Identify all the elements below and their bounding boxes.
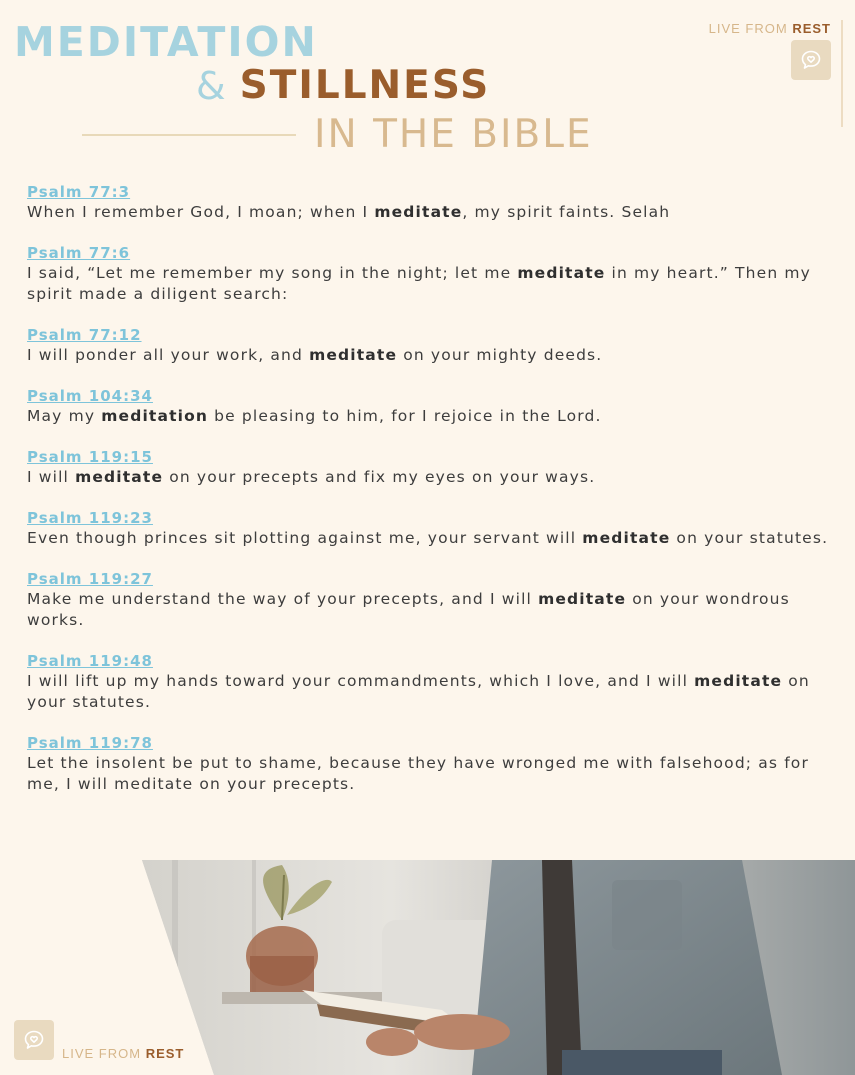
verse-ref-link[interactable]: Psalm 119:78 <box>27 734 153 752</box>
photo-illustration <box>142 860 855 1075</box>
verse-text: I will lift up my hands toward your commandments, which I love, and I will meditate on your statutes. <box>27 672 810 711</box>
title-line-2 <box>196 62 490 110</box>
verse-item <box>27 386 833 427</box>
verse-text: I will ponder all your work, and meditate on your mighty deeds. <box>27 346 603 364</box>
verse-ref-link[interactable]: Psalm 119:15 <box>27 448 153 466</box>
verse-ref-link[interactable]: Psalm 77:12 <box>27 326 142 344</box>
verse-item <box>27 447 833 488</box>
title-stillness: STILLNESS <box>239 63 491 108</box>
verse-item <box>27 569 833 631</box>
verse-text: Let the insolent be put to shame, because they have wronged me with falsehood; as for me, I will meditate on your precepts. <box>27 754 809 793</box>
verse-ref-link[interactable]: Psalm 104:34 <box>27 387 153 405</box>
verse-item <box>27 651 833 713</box>
verse-item <box>27 325 833 366</box>
verse-list <box>27 182 833 815</box>
verse-item <box>27 733 833 795</box>
verse-item <box>27 508 833 549</box>
title-in-the-bible: IN THE BIBLE <box>314 112 593 157</box>
verse-text: Make me understand the way of your precepts, and I will meditate on your wondrous works. <box>27 590 790 629</box>
verse-ref-link[interactable]: Psalm 119:23 <box>27 509 153 527</box>
person-reading-bible-photo <box>142 860 855 1075</box>
brand-prefix: LIVE FROM <box>708 21 788 36</box>
verse-text: I said, “Let me remember my song in the night; let me meditate in my heart.” Then my spirit made a diligent search: <box>27 264 811 303</box>
brand-name: REST <box>145 1046 185 1061</box>
verse-text: I will meditate on your precepts and fix my eyes on your ways. <box>27 468 596 486</box>
brand-bottom <box>62 1046 184 1061</box>
brand-top <box>709 21 831 36</box>
verse-text: When I remember God, I moan; when I meditate, my spirit faints. Selah <box>27 203 671 221</box>
verse-ref-link[interactable]: Psalm 77:3 <box>27 183 131 201</box>
brand-name: REST <box>792 21 831 36</box>
verse-text: Even though princes sit plotting against me, your servant will meditate on your statutes. <box>27 529 829 547</box>
title-divider <box>82 134 296 136</box>
verse-ref-link[interactable]: Psalm 119:27 <box>27 570 153 588</box>
brand-prefix: LIVE FROM <box>62 1046 142 1061</box>
verse-ref-link[interactable]: Psalm 77:6 <box>27 244 131 262</box>
verse-text: May my meditation be pleasing to him, for I rejoice in the Lord. <box>27 407 602 425</box>
verse-ref-link[interactable]: Psalm 119:48 <box>27 652 153 670</box>
heart-chat-icon <box>791 40 831 80</box>
verse-item <box>27 182 833 223</box>
heart-chat-icon <box>14 1020 54 1060</box>
verse-item <box>27 243 833 305</box>
title-ampersand: & <box>196 64 226 108</box>
side-divider <box>841 20 843 127</box>
title-meditation: MEDITATION <box>14 18 318 66</box>
